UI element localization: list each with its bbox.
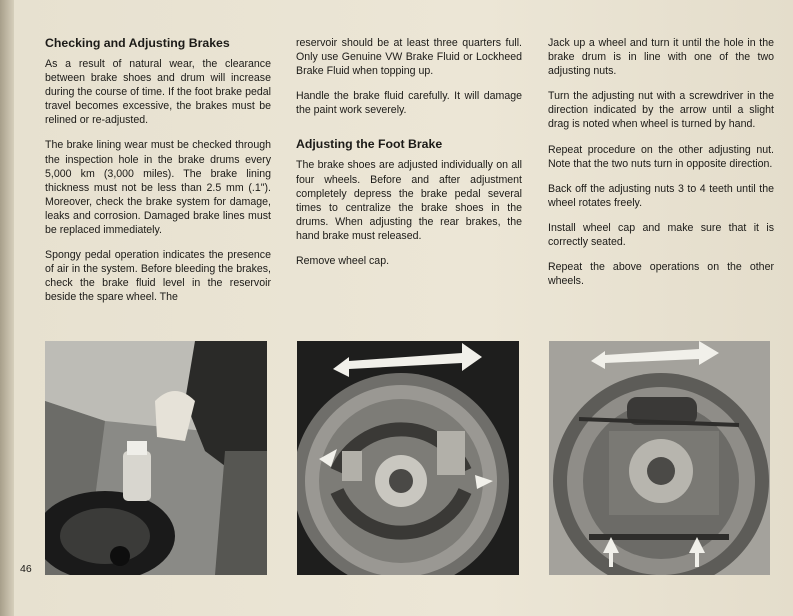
paragraph: As a result of natural wear, the clearance between brake shoes and drum will increase during the course of time. If the foot brake pedal travel becomes excessive, the brakes must be relined or re-adjusted. (45, 58, 271, 127)
paragraph: The brake shoes are adjusted individually on all four wheels. Before and after adjustment completely depress the brake pedal several times to centralize the brake shoes in the drums. When adjusting the rear brakes, the hand brake must released. (296, 159, 522, 242)
paragraph: Install wheel cap and make sure that it is correctly seated. (548, 221, 774, 249)
page-binding (0, 0, 14, 616)
brake-fluid-reservoir-photo (45, 341, 267, 575)
text-column-3 (548, 36, 774, 299)
paragraph: The brake lining wear must be checked through the inspection hole in the brake drums every 5,000 km (3,000 miles). The brake lining thickness must not be less than 2.5 mm (.1"). Moreover, check the brake system for damage, leaks and corrosion. Damaged brake lines must be replaced immediately. (45, 139, 271, 237)
paragraph: Repeat procedure on the other adjusting nut. Note that the two nuts turn in opposite direction. (548, 143, 774, 170)
paragraph: Repeat the above operations on the other wheels. (548, 261, 774, 288)
paragraph: Handle the brake fluid carefully. It will damage the paint work severely. (296, 90, 522, 117)
paragraph: Remove wheel cap. (296, 255, 390, 268)
paragraph: reservoir should be at least three quarters full. Only use Genuine VW Brake Fluid or Lockheed Brake Fluid when topping up. (296, 37, 522, 78)
paragraph: Turn the adjusting nut with a screwdriver in the direction indicated by the arrow until a slight drag is noted when wheel is turned by hand. (548, 90, 774, 131)
page-number: 46 (20, 563, 32, 575)
section-heading-checking-brakes: Checking and Adjusting Brakes (45, 36, 230, 50)
front-brake-assembly-photo (297, 341, 519, 575)
text-column-2 (296, 36, 522, 279)
paragraph: Back off the adjusting nuts 3 to 4 teeth until the wheel rotates freely. (548, 182, 774, 209)
text-column-1 (45, 36, 271, 316)
rear-brake-assembly-photo (549, 341, 770, 575)
paragraph: Jack up a wheel and turn it until the hole in the brake drum is in line with one of the two adjusting nuts. (548, 37, 774, 78)
paragraph: Spongy pedal operation indicates the presence of air in the system. Before bleeding the brakes, check the brake fluid level in the reservoir beside the spare wheel. The (45, 249, 271, 304)
section-heading-adjusting-foot-brake: Adjusting the Foot Brake (296, 137, 443, 152)
